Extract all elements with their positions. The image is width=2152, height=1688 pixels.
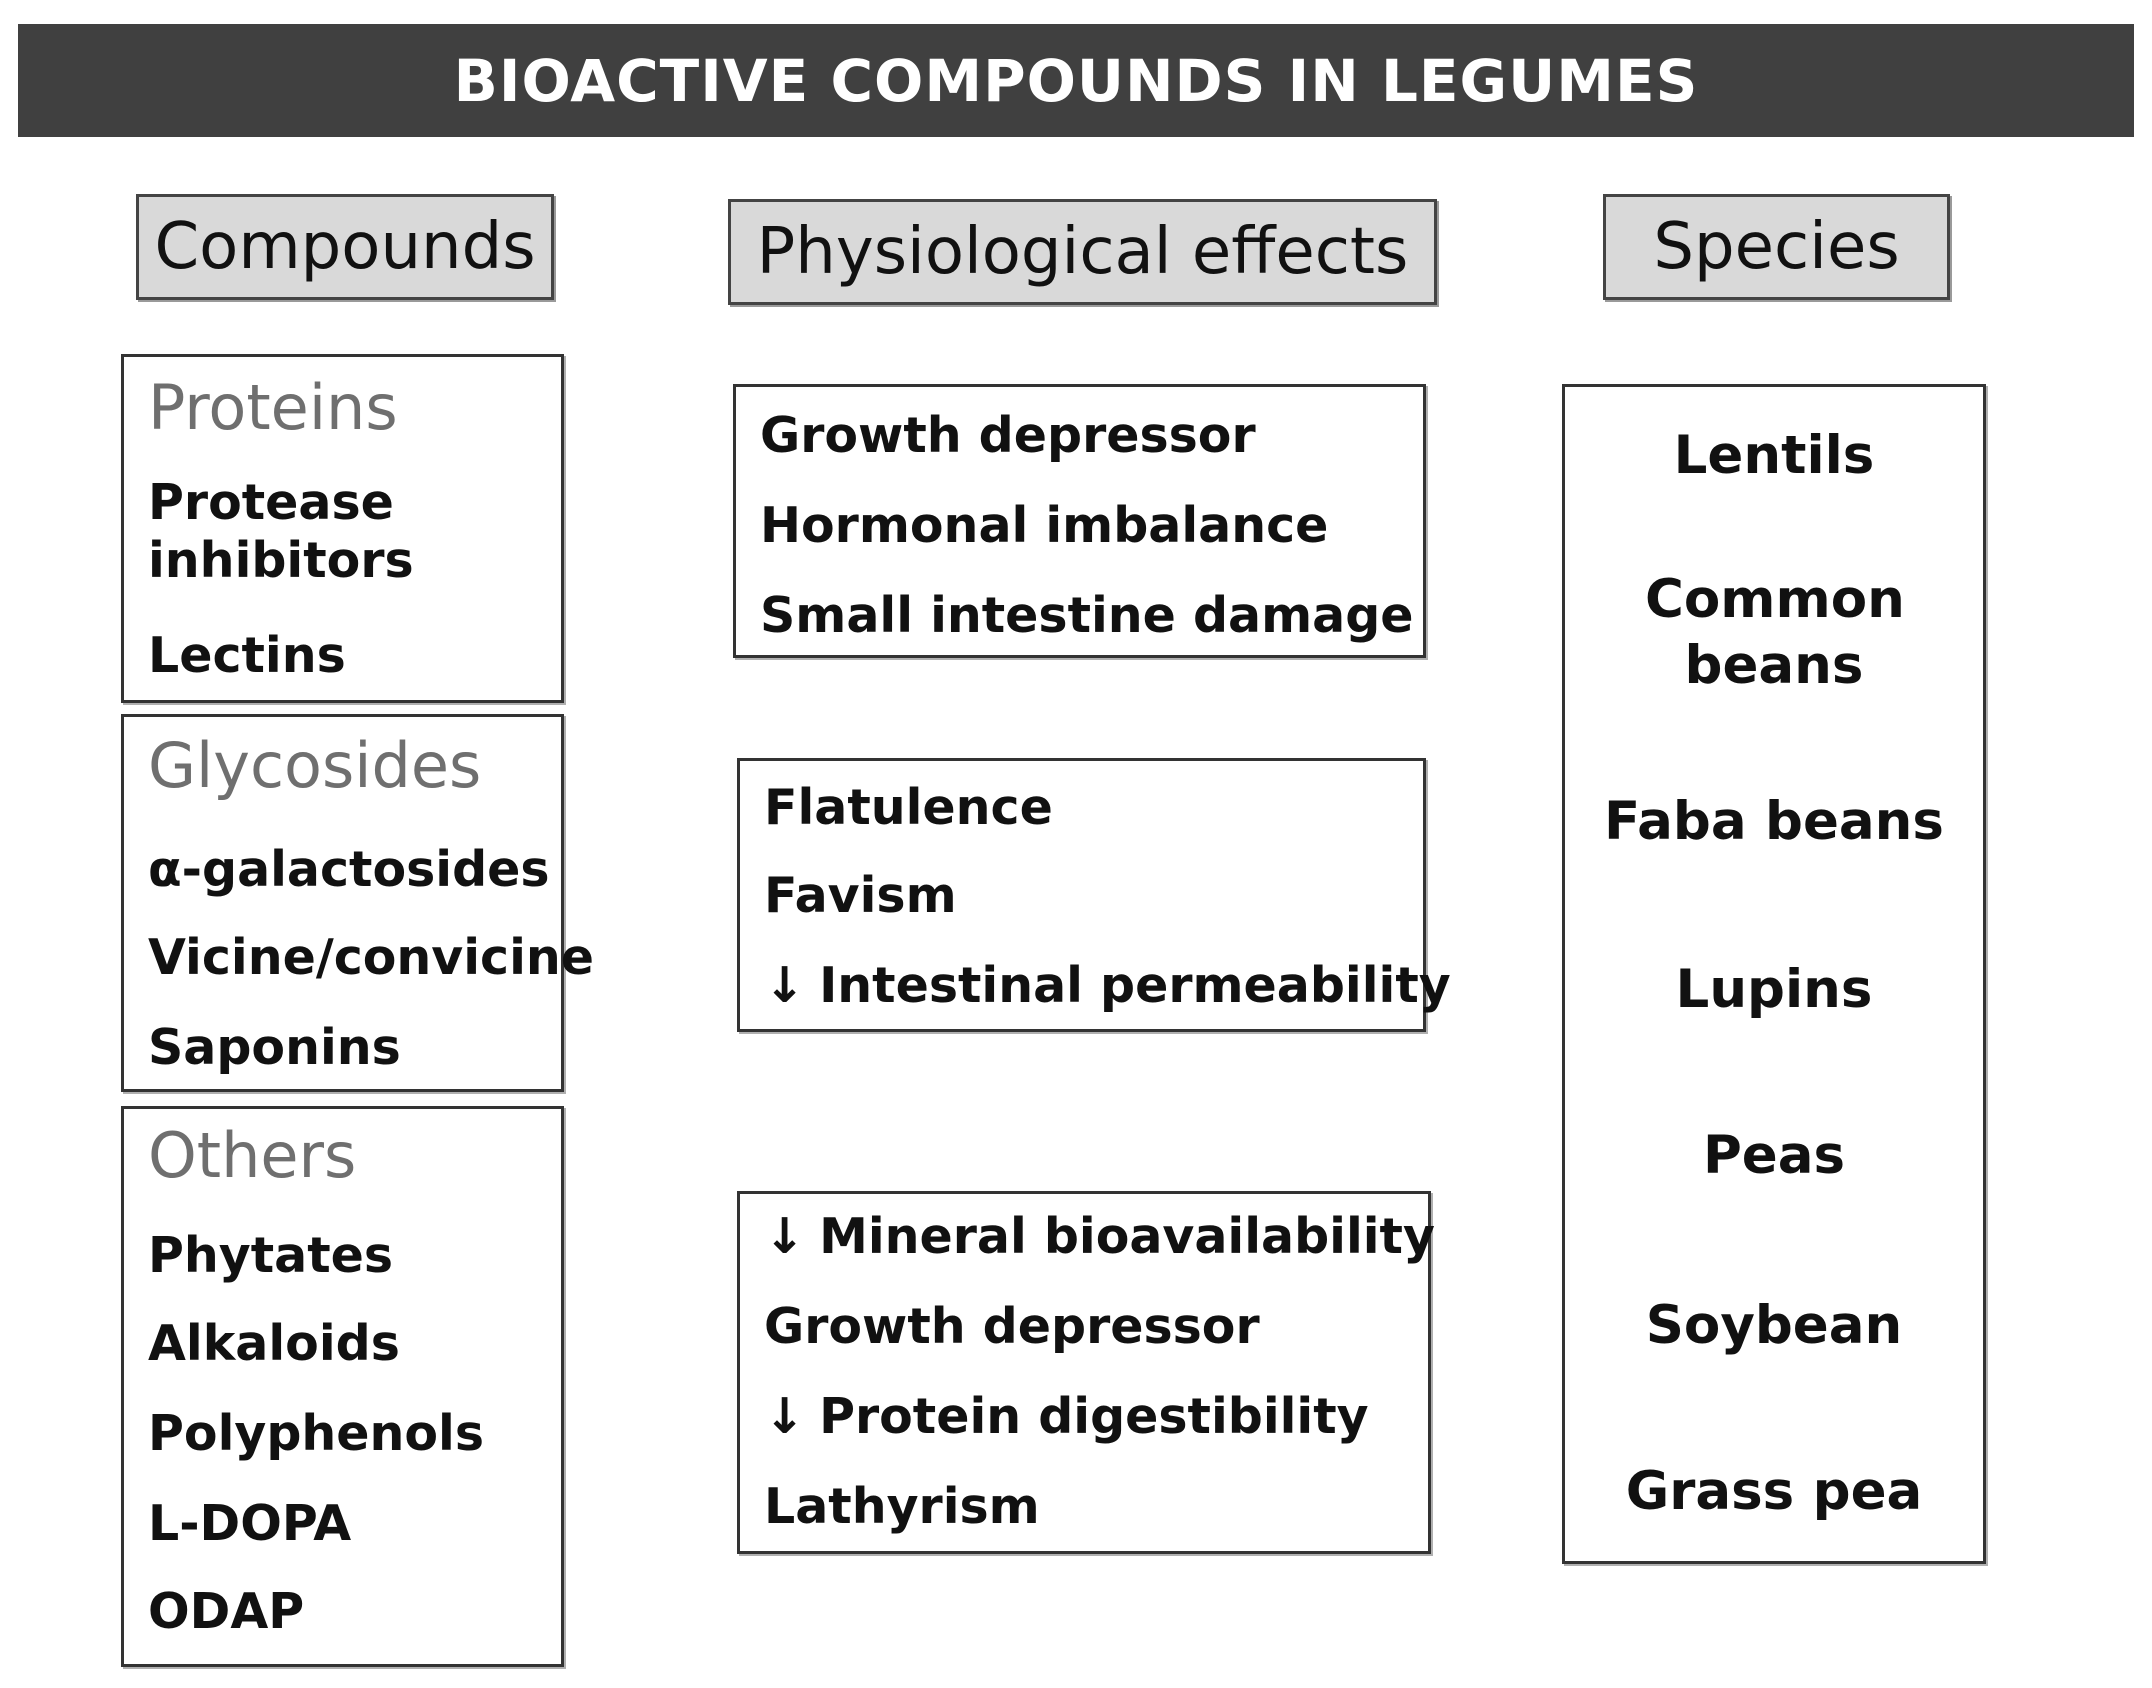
species-faba-beans: Faba beans xyxy=(1604,791,1944,852)
down-arrow-icon: ↓ xyxy=(764,1208,806,1265)
effect-intestinal-permeability xyxy=(764,957,1451,1014)
effect-text: Lathyrism xyxy=(764,1478,1040,1535)
effect-text: Mineral bioavailability xyxy=(819,1208,1435,1265)
compound-odap: ODAP xyxy=(148,1583,305,1640)
title-banner xyxy=(18,24,2134,137)
diagram-title: BIOACTIVE COMPOUNDS IN LEGUMES xyxy=(453,46,1699,115)
effect-protein-digestibility xyxy=(764,1388,1369,1445)
down-arrow-icon: ↓ xyxy=(764,1388,806,1445)
effect-text: Hormonal imbalance xyxy=(760,497,1329,554)
effect-text: Intestinal permeability xyxy=(819,957,1451,1014)
effect-hormonal-imbalance xyxy=(760,497,1328,554)
compound-polyphenols: Polyphenols xyxy=(148,1405,485,1462)
species-grass-pea: Grass pea xyxy=(1625,1461,1923,1522)
group-box-proteins xyxy=(121,354,564,703)
species-peas: Peas xyxy=(1702,1125,1846,1186)
down-arrow-icon: ↓ xyxy=(764,957,806,1014)
compound-protease-inhibitors xyxy=(148,474,478,590)
group-title-others: Others xyxy=(148,1119,357,1192)
species-lupins: Lupins xyxy=(1675,959,1873,1020)
group-title-proteins: Proteins xyxy=(148,371,398,444)
effect-lathyrism xyxy=(764,1478,1040,1535)
compound-alkaloids: Alkaloids xyxy=(148,1315,400,1372)
header-effects-label: Physiological effects xyxy=(756,215,1409,289)
compound-phytates: Phytates xyxy=(148,1227,394,1284)
effect-text: Flatulence xyxy=(764,779,1053,836)
header-compounds-label: Compounds xyxy=(154,210,536,284)
header-compounds xyxy=(136,194,554,300)
species-soybean: Soybean xyxy=(1645,1295,1903,1356)
compound-lectins: Lectins xyxy=(148,627,346,684)
effects-box-others xyxy=(737,1191,1435,1554)
effect-text: Growth depressor xyxy=(760,407,1256,464)
effect-small-intestine-damage xyxy=(760,587,1414,644)
compound-l-dopa: L-DOPA xyxy=(148,1495,352,1552)
header-species-label: Species xyxy=(1653,210,1900,284)
group-title-glycosides: Glycosides xyxy=(148,729,482,802)
effect-text: Small intestine damage xyxy=(760,587,1414,644)
species-common-beans xyxy=(1565,567,1983,699)
effect-mineral-bioavailability xyxy=(764,1208,1435,1265)
compound-protease-inhibitors-text: Protease inhibitors xyxy=(148,474,414,589)
species-box xyxy=(1562,384,1986,1564)
effect-favism xyxy=(764,867,957,924)
effect-growth-depressor xyxy=(760,407,1256,464)
effects-box-glycosides xyxy=(737,758,1451,1032)
header-species xyxy=(1603,194,1950,300)
group-box-glycosides xyxy=(121,714,595,1092)
header-physiological-effects xyxy=(728,199,1437,305)
group-box-others xyxy=(121,1106,564,1667)
effect-text: Favism xyxy=(764,867,957,924)
species-lentils: Lentils xyxy=(1673,425,1875,486)
effects-box-proteins xyxy=(733,384,1426,658)
effect-flatulence xyxy=(764,779,1053,836)
effect-growth-depressor-2 xyxy=(764,1298,1260,1355)
compound-vicine-convicine: Vicine/convicine xyxy=(148,929,595,986)
effect-text: Growth depressor xyxy=(764,1298,1260,1355)
compound-saponins: Saponins xyxy=(148,1019,401,1076)
compound-alpha-galactosides: α-galactosides xyxy=(148,841,550,898)
effect-text: Protein digestibility xyxy=(819,1388,1369,1445)
species-common-beans-text: Common beans xyxy=(1645,569,1905,696)
